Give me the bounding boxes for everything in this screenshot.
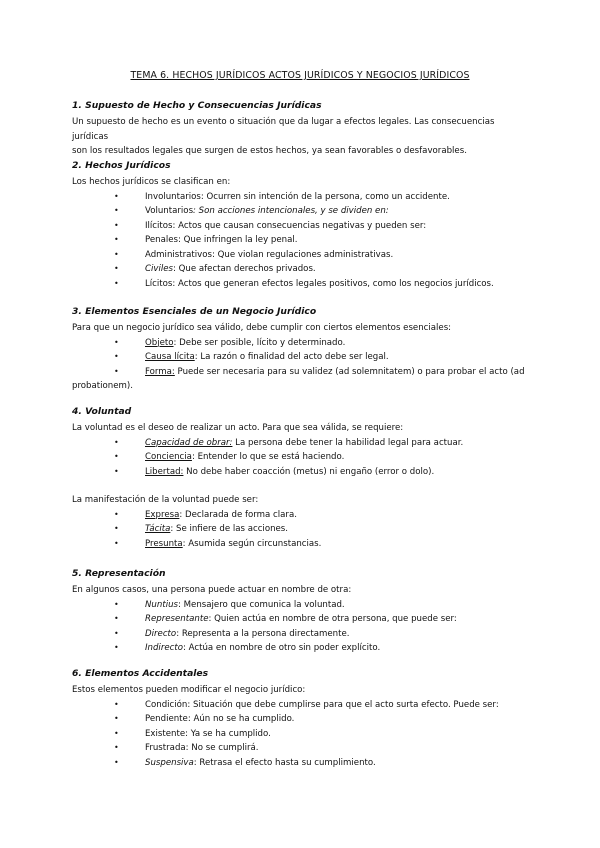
item-term: Ilícitos — [145, 220, 173, 231]
bullet-icon: • — [114, 191, 119, 201]
section-supuesto-de-hecho — [72, 100, 532, 159]
bullet-icon: • — [114, 206, 119, 215]
item-term: Nuntius — [145, 599, 179, 610]
list-item — [72, 204, 532, 219]
bullet-icon: • — [114, 728, 119, 738]
list-item — [72, 436, 532, 451]
item-desc: : Entender lo que se está haciendo. — [191, 452, 345, 462]
bullet-icon: • — [114, 437, 119, 447]
section-heading: 6. Elementos Accidentales — [72, 668, 209, 679]
section-heading: 5. Representación — [72, 568, 166, 579]
bullet-icon: • — [114, 452, 119, 461]
list-item — [72, 612, 532, 627]
bullet-list — [72, 698, 532, 771]
item-term: Frustrada — [145, 743, 186, 753]
bullet-list — [72, 336, 532, 380]
item-desc: : Representa a la persona directamente. — [176, 628, 350, 639]
section-intro: La voluntad es el deseo de realizar un acto. Para que sea válida, se requiere: — [72, 423, 404, 433]
bullet-list — [72, 508, 532, 552]
list-item — [72, 465, 532, 480]
item-desc: : Que afectan derechos privados. — [173, 264, 316, 274]
item-term: Capacidad de obrar: — [145, 437, 233, 448]
section-heading: 3. Elementos Esenciales de un Negocio Jurídico — [72, 306, 317, 317]
item-term: Conciencia — [145, 452, 192, 462]
item-desc: : Actúa en nombre de otro sin poder explícito. — [183, 643, 381, 653]
list-item — [72, 627, 532, 642]
list-item — [72, 522, 532, 537]
list-item — [72, 219, 532, 234]
section-heading: 1. Supuesto de Hecho y Consecuencias Jurídicas — [72, 100, 322, 111]
item-term: Objeto — [145, 337, 174, 348]
bullet-list — [72, 436, 532, 480]
item-desc: : Asumida según circunstancias. — [182, 538, 322, 549]
item-term: Administrativos — [145, 249, 213, 260]
item-desc: : Son acciones intencionales, y se dividen en: — [193, 206, 389, 216]
paragraph-line: son los resultados legales que surgen de estos hechos, ya sean favorables o desfavorables. — [72, 146, 467, 156]
section-intro: Para que un negocio jurídico sea válido, debe cumplir con ciertos elementos esenciales: — [72, 323, 452, 333]
paragraph-line: Un supuesto de hecho es un evento o situación que da lugar a efectos legales. Las consecuencias jurídicas — [72, 117, 495, 142]
item-term: Causa lícita — [145, 352, 195, 362]
item-desc: : Que infringen la ley penal. — [178, 235, 298, 245]
item-desc: La persona debe tener la habilidad legal para actuar. — [232, 437, 464, 448]
bullet-icon: • — [114, 278, 119, 288]
item-term: Voluntarios — [145, 206, 194, 216]
section-intro: En algunos casos, una persona puede actuar en nombre de otra: — [72, 585, 352, 595]
item-desc: Puede ser necesaria para su validez (ad solemnitatem) o para probar el acto (ad — [174, 366, 525, 377]
bullet-list — [72, 190, 532, 292]
bullet-icon: • — [114, 614, 119, 623]
item-desc: : Ya se ha cumplido. — [185, 728, 271, 739]
bullet-icon: • — [114, 235, 119, 244]
page-title: TEMA 6. HECHOS JURÍDICOS ACTOS JURÍDICOS Y NEGOCIOS JURÍDICOS — [130, 70, 470, 81]
list-item — [72, 537, 532, 552]
section-intro: Los hechos jurídicos se clasifican en: — [72, 177, 231, 187]
list-item — [72, 508, 532, 523]
section-elementos-esenciales — [72, 306, 532, 394]
item-term: Representante — [145, 614, 209, 624]
section-intro: La manifestación de la voluntad puede ser: — [72, 495, 259, 505]
item-desc: : Retrasa el efecto hasta su cumplimiento. — [193, 757, 376, 768]
list-item — [72, 277, 532, 292]
bullet-icon: • — [114, 337, 119, 347]
bullet-icon: • — [114, 757, 119, 767]
list-item — [72, 190, 532, 205]
item-term: Suspensiva — [145, 757, 194, 768]
item-desc: : Aún no se ha cumplido. — [187, 714, 295, 724]
bullet-icon: • — [114, 524, 119, 533]
bullet-icon: • — [114, 743, 119, 752]
list-item — [72, 350, 532, 365]
item-term: Existente — [145, 728, 186, 739]
bullet-icon: • — [114, 699, 119, 709]
bullet-icon: • — [114, 538, 119, 548]
bullet-icon: • — [114, 466, 119, 476]
item-term: Forma: — [145, 366, 175, 377]
bullet-icon: • — [114, 628, 119, 638]
list-item — [72, 450, 532, 465]
item-term: Presunta — [145, 538, 183, 549]
item-term: Condición — [145, 699, 188, 710]
list-item — [72, 365, 532, 380]
list-item — [72, 641, 532, 656]
section-elementos-accidentales — [72, 668, 532, 770]
item-desc: : Quien actúa en nombre de otra persona, que puede ser: — [208, 614, 457, 624]
item-term: Expresa — [145, 509, 180, 520]
item-desc: : Declarada de forma clara. — [179, 509, 297, 520]
list-item — [72, 248, 532, 263]
list-item — [72, 336, 532, 351]
bullet-icon: • — [114, 264, 119, 273]
item-term: Lícitos — [145, 278, 173, 289]
item-term: Involuntarios — [145, 191, 201, 202]
list-item — [72, 233, 532, 248]
item-desc: : La razón o finalidad del acto debe ser legal. — [194, 352, 389, 362]
bullet-icon: • — [114, 599, 119, 609]
list-item — [72, 727, 532, 742]
item-desc: : No se cumplirá. — [185, 743, 259, 753]
bullet-icon: • — [114, 352, 119, 361]
item-desc: No debe haber coacción (metus) ni engaño (error o dolo). — [183, 466, 435, 477]
section-voluntad — [72, 406, 532, 551]
item-term: Directo — [145, 628, 177, 639]
item-term: Penales — [145, 235, 179, 245]
section-intro: Estos elementos pueden modificar el negocio jurídico: — [72, 685, 306, 695]
list-item — [72, 698, 532, 713]
bullet-icon: • — [114, 714, 119, 723]
item-desc: : Actos que causan consecuencias negativas y pueden ser: — [172, 220, 427, 231]
item-desc: : Se infiere de las acciones. — [170, 524, 289, 534]
item-desc: : Situación que debe cumplirse para que el acto surta efecto. Puede ser: — [187, 699, 499, 710]
item-desc: : Actos que generan efectos legales positivos, como los negocios jurídicos. — [172, 278, 494, 289]
item-desc: : Debe ser posible, lícito y determinado. — [173, 337, 346, 348]
bullet-icon: • — [114, 249, 119, 259]
item-term: Libertad: — [145, 466, 184, 477]
item-term: Civiles — [145, 264, 174, 274]
section-heading: 2. Hechos Jurídicos — [72, 160, 171, 171]
list-item — [72, 741, 532, 756]
item-desc: : Ocurren sin intención de la persona, como un accidente. — [200, 191, 450, 202]
list-item — [72, 262, 532, 277]
item-term: Indirecto — [145, 643, 183, 653]
list-item — [72, 598, 532, 613]
bullet-icon: • — [114, 509, 119, 519]
item-term: Pendiente — [145, 714, 188, 724]
bullet-list — [72, 598, 532, 656]
bullet-icon: • — [114, 643, 119, 652]
item-desc: : Que violan regulaciones administrativas. — [212, 249, 394, 260]
section-hechos-juridicos — [72, 160, 532, 291]
bullet-icon: • — [114, 366, 119, 376]
bullet-icon: • — [114, 220, 119, 230]
item-term: Tácita — [145, 524, 171, 534]
list-item — [72, 756, 532, 771]
list-item — [72, 712, 532, 727]
wrapped-line: probationem). — [72, 381, 133, 391]
section-heading: 4. Voluntad — [72, 406, 132, 417]
item-desc: : Mensajero que comunica la voluntad. — [178, 599, 345, 610]
section-representacion — [72, 568, 532, 656]
